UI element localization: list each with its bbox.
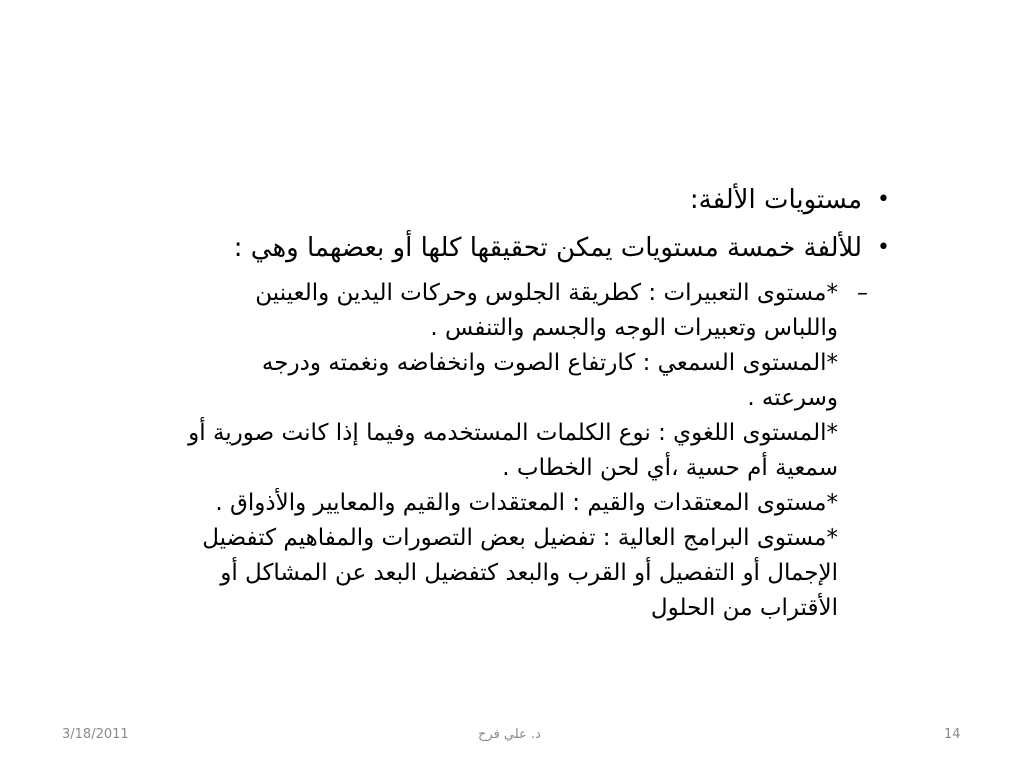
sub-line: *مستوى البرامج العالية : تفضيل بعض التصورات والمفاهيم كتفضيل — [202, 525, 838, 551]
footer-author: د. علي فرح — [478, 727, 541, 742]
sub-bullet-levels-list — [18, 276, 890, 626]
sub-line: الإجمال أو التفصيل أو القرب والبعد كتفضيل البعد عن المشاكل أو — [220, 560, 838, 586]
sub-line: *المستوى اللغوي : نوع الكلمات المستخدمه وفيما إذا كانت صورية أو — [188, 420, 838, 446]
footer-date: 3/18/2011 — [62, 727, 129, 742]
bullet-marker: • — [877, 187, 890, 212]
sub-line: *مستوى المعتقدات والقيم : المعتقدات والقيم والمعايير والأذواق . — [215, 490, 838, 516]
bullet-marker: • — [877, 235, 890, 260]
footer-page-number: 14 — [944, 727, 961, 742]
sub-line: وسرعته . — [747, 385, 838, 411]
sub-line: *المستوى السمعي : كارتفاع الصوت وانخفاضه ونغمته ودرجه — [261, 350, 838, 376]
sub-line: *مستوى التعبيرات : كطريقة الجلوس وحركات اليدين والعينين — [255, 280, 838, 306]
slide-body — [18, 176, 890, 626]
bullet-item-levels-title — [18, 176, 890, 224]
sub-bullet-marker: – — [857, 281, 868, 306]
bullet-item-levels-intro — [18, 224, 890, 272]
sub-line: الأقتراب من الحلول — [650, 595, 838, 621]
bullet-text: للألفة خمسة مستويات يمكن تحقيقها كلها أو بعضهما وهي : — [233, 233, 862, 263]
bullet-text: مستويات الألفة: — [689, 185, 862, 215]
sub-line: واللباس وتعبيرات الوجه والجسم والتنفس . — [430, 315, 838, 341]
sub-line: سمعية أم حسية ،أي لحن الخطاب . — [502, 455, 838, 481]
